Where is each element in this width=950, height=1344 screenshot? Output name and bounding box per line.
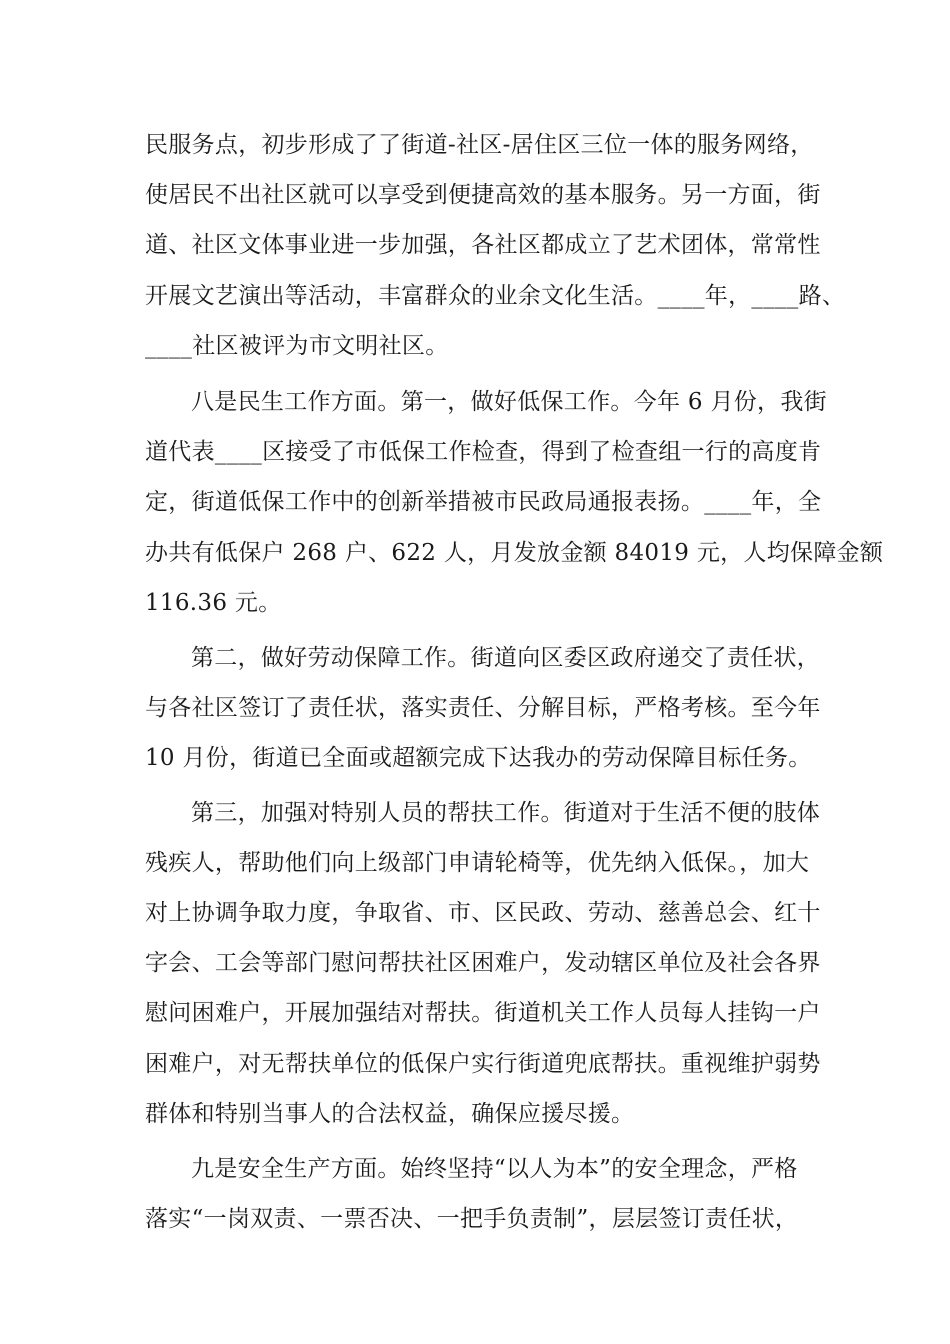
text-line: 116.36 元。: [145, 590, 282, 616]
text-line: 对上协调争取力度，争取省、市、区民政、劳动、慈善总会、红十: [145, 900, 821, 926]
text-line: 与各社区签订了责任状，落实责任、分解目标，严格考核。至今年: [145, 695, 821, 721]
text-line: 办共有低保户 268 户、622 人，月发放金额 84019 元，人均保障金额: [145, 540, 884, 566]
text-line: 八是民生工作方面。第一，做好低保工作。今年 6 月份，我街: [191, 389, 827, 415]
text-line: 使居民不出社区就可以享受到便捷高效的基本服务。另一方面，街: [145, 182, 821, 208]
text-line: 落实“一岗双责、一票否决、一把手负责制”，层层签订责任状，: [145, 1206, 799, 1232]
text-line: 困难户，对无帮扶单位的低保户实行街道兜底帮扶。重视维护弱势: [145, 1051, 821, 1077]
text-line: 道、社区文体事业进一步加强，各社区都成立了艺术团体，常常性: [145, 232, 821, 258]
text-line: ____社区被评为市文明社区。: [145, 333, 449, 359]
text-line: 定，街道低保工作中的创新举措被市民政局通报表扬。____年，全: [145, 489, 822, 515]
text-line: 民服务点，初步形成了了街道-社区-居住区三位一体的服务网络，: [145, 132, 814, 158]
text-line: 字会、工会等部门慰问帮扶社区困难户，发动辖区单位及社会各界: [145, 950, 821, 976]
text-line: 道代表____区接受了市低保工作检查，得到了检查组一行的高度肯: [145, 439, 822, 465]
text-line: 九是安全生产方面。始终坚持“以人为本”的安全理念，严格: [191, 1156, 798, 1182]
text-line: 开展文艺演出等活动，丰富群众的业余文化生活。____年，____路、: [145, 283, 846, 309]
text-line: 群体和特别当事人的合法权益，确保应援尽援。: [145, 1101, 635, 1127]
text-line: 慰问困难户，开展加强结对帮扶。街道机关工作人员每人挂钩一户: [145, 1000, 821, 1026]
text-line: 残疾人，帮助他们向上级部门申请轮椅等，优先纳入低保。，加大: [145, 850, 810, 876]
text-line: 第二，做好劳动保障工作。街道向区委区政府递交了责任状，: [191, 645, 821, 671]
text-line: 第三，加强对特别人员的帮扶工作。街道对于生活不便的肢体: [191, 800, 821, 826]
text-line: 10 月份，街道已全面或超额完成下达我办的劳动保障目标任务。: [145, 745, 812, 771]
